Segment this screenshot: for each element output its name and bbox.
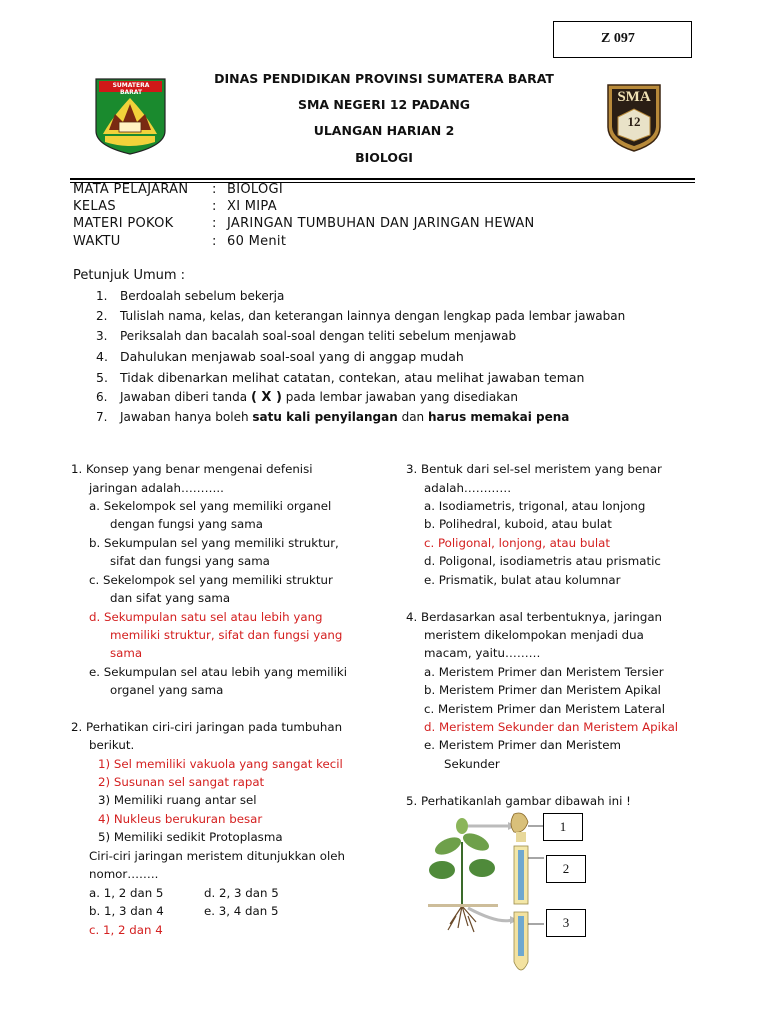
q3-option-c-answer[interactable]: c. Poligonal, lonjong, atau bulat [424,536,610,550]
q4-option-a[interactable]: a. Meristem Primer dan Meristem Tersier [424,665,664,679]
logo-top-text: SUMATERA BARAT [112,82,150,96]
q1-option-d-cont: memiliki struktur, sifat dan fungsi yang [110,628,343,642]
header-line-2: SMA NEGERI 12 PADANG [297,97,471,112]
q1-stem: 1. Konsep yang benar mengenai defenisi [71,462,313,476]
q2-option-c-answer[interactable]: c. 1, 2 dan 4 [89,923,163,937]
logo-sma-text: SMA [617,89,651,105]
info-value: JARINGAN TUMBUHAN DAN JARINGAN HEWAN [227,216,535,231]
q2-question-cont: nomor…….. [89,867,159,881]
instructions-title: Petunjuk Umum : [73,268,186,283]
q1-option-e[interactable]: e. Sekumpulan sel atau lebih yang memiliki [89,665,348,679]
info-key: MATERI POKOK [73,216,174,231]
q2-item-4: 4) Nukleus berukuran besar [98,812,263,826]
info-sep: : [212,216,217,231]
exam-code-box [553,21,692,58]
logo-number: 12 [627,114,641,129]
sumatera-barat-logo [93,76,168,156]
header-line-3: ULANGAN HARIAN 2 [313,123,455,138]
info-sep: : [212,199,217,214]
q2-option-b[interactable]: b. 1, 3 dan 4 [89,904,164,918]
q3-option-b[interactable]: b. Polihedral, kuboid, atau bulat [424,517,612,531]
info-sep: : [212,182,217,197]
q2-item-3: 3) Memiliki ruang antar sel [98,793,257,807]
q2-option-a[interactable]: a. 1, 2 dan 5 [89,886,164,900]
q3-option-d[interactable]: d. Poligonal, isodiametris atau prismatic [424,554,661,568]
q1-stem-cont: jaringan adalah……….. [89,481,224,495]
info-value: XI MIPA [227,199,277,214]
q1-option-b[interactable]: b. Sekumpulan sel yang memiliki struktur, [89,536,339,550]
q1-option-d-answer[interactable]: d. Sekumpulan satu sel atau lebih yang [89,610,323,624]
q2-item-1: 1) Sel memiliki vakuola yang sangat kecil [98,757,343,771]
q1-option-a[interactable]: a. Sekelompok sel yang memiliki organel [89,499,332,513]
q2-item-5: 5) Memiliki sedikit Protoplasma [98,830,283,844]
q4-stem-cont: meristem dikelompokan menjadi dua [424,628,644,642]
q4-option-c[interactable]: c. Meristem Primer dan Meristem Lateral [424,702,666,716]
q3-stem: 3. Bentuk dari sel-sel meristem yang benar [406,462,662,476]
info-key: KELAS [73,199,116,214]
q1-option-d-cont2: sama [110,646,143,660]
info-key: MATA PELAJARAN [73,182,189,197]
q4-stem-cont2: macam, yaitu……… [424,646,541,660]
q2-question: Ciri-ciri jaringan meristem ditunjukkan oleh [89,849,345,863]
info-value: 60 Menit [227,234,287,249]
q1-option-a-cont: dengan fungsi yang sama [110,517,263,531]
exam-code: Z 097 [601,31,635,46]
header-divider [70,178,695,180]
q4-option-e[interactable]: e. Meristem Primer dan Meristem [424,738,622,752]
q4-option-e-cont: Sekunder [444,757,500,771]
q5-stem: 5. Perhatikanlah gambar dibawah ini ! [406,794,631,808]
q3-option-e[interactable]: e. Prismatik, bulat atau kolumnar [424,573,621,587]
q4-option-d-answer[interactable]: d. Meristem Sekunder dan Meristem Apikal [424,720,679,734]
q2-stem-cont: berikut. [89,738,135,752]
label-box-3: 3 [546,909,586,937]
q2-option-e[interactable]: e. 3, 4 dan 5 [204,904,279,918]
q1-option-c[interactable]: c. Sekelompok sel yang memiliki struktur [89,573,333,587]
q2-stem: 2. Perhatikan ciri-ciri jaringan pada tumbuhan [71,720,343,734]
q3-stem-cont: adalah………… [424,481,512,495]
info-key: WAKTU [73,234,121,249]
header-line-1: DINAS PENDIDIKAN PROVINSI SUMATERA BARAT [214,71,554,86]
q1-option-c-cont: dan sifat yang sama [110,591,231,605]
q4-stem: 4. Berdasarkan asal terbentuknya, jaringan [406,610,663,624]
q1-option-e-cont: organel yang sama [110,683,224,697]
label-box-1: 1 [543,813,583,841]
q3-option-a[interactable]: a. Isodiametris, trigonal, atau lonjong [424,499,646,513]
info-sep: : [212,234,217,249]
info-value: BIOLOGI [227,182,284,197]
header-line-4: BIOLOGI [355,150,413,165]
q2-item-2: 2) Susunan sel sangat rapat [98,775,265,789]
sma-12-logo [606,83,662,153]
label-box-2: 2 [546,855,586,883]
q1-option-b-cont: sifat dan fungsi yang sama [110,554,270,568]
q2-option-d[interactable]: d. 2, 3 dan 5 [204,886,279,900]
q4-option-b[interactable]: b. Meristem Primer dan Meristem Apikal [424,683,661,697]
